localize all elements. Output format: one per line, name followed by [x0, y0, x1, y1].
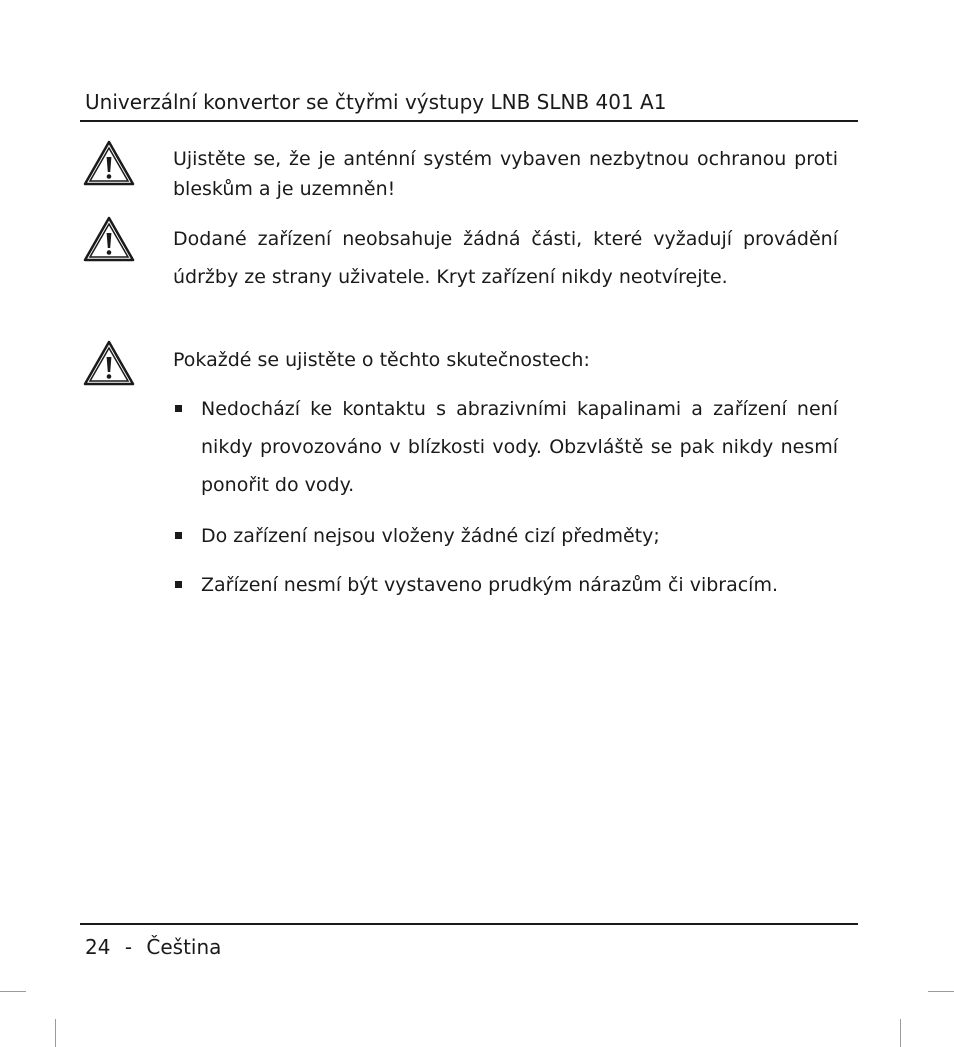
crop-mark [900, 1019, 901, 1047]
bullet-square-icon [175, 532, 182, 539]
list-item-text: Do zařízení nejsou vloženy žádné cizí předměty; [201, 525, 660, 547]
bullet-square-icon [175, 405, 182, 412]
warning-triangle-icon [83, 140, 135, 186]
footer-separator: - [124, 935, 133, 959]
list-item [173, 390, 838, 504]
page-footer [85, 933, 221, 961]
crop-mark [928, 991, 954, 992]
warning-triangle-icon [83, 340, 135, 386]
warning-text-maintenance: Dodané zařízení neobsahuje žádná části, které vyžadují provádění údržby ze strany uživatele. Kryt zařízení nikdy neotvírejte. [173, 228, 838, 288]
page-header-title: Univerzální konvertor se čtyřmi výstupy LNB SLNB 401 A1 [85, 90, 667, 114]
list-item [173, 517, 838, 555]
list-item-text: Zařízení nesmí být vystaveno prudkým nárazům či vibracím. [201, 574, 779, 596]
list-item-text: Nedochází ke kontaktu s abrazivními kapalinami a zařízení není nikdy provozováno v blízkosti vody. Obzvláště se pak nikdy nesmí ponořit do vody. [201, 398, 838, 496]
warning-triangle-icon [83, 216, 135, 262]
list-item [173, 566, 838, 604]
footer-rule [80, 923, 858, 925]
header-rule [80, 120, 858, 122]
crop-mark [0, 991, 26, 992]
crop-mark [55, 1019, 56, 1047]
bullet-square-icon [175, 581, 182, 588]
page-number: 24 [85, 935, 111, 959]
warning-text-checklist-intro: Pokaždé se ujistěte o těchto skutečnostech: [173, 349, 590, 371]
footer-language: Čeština [146, 935, 222, 959]
warning-text-lightning: Ujistěte se, že je anténní systém vybaven nezbytnou ochranou proti bleskům a je uzemněn! [173, 148, 838, 200]
